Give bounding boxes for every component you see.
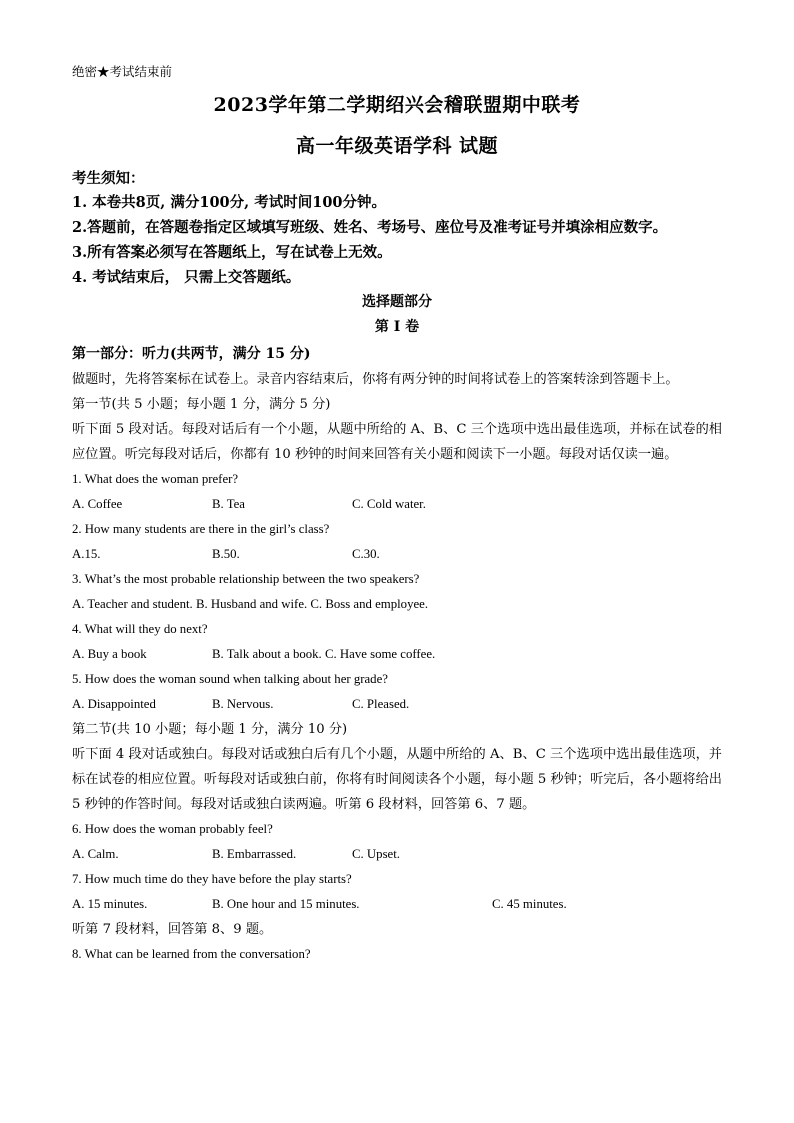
notice-item: 4. 考试结束后， 只需上交答题纸。 [72,269,301,286]
question-options [72,542,722,567]
option-a: A.15. [72,547,101,561]
question-stem: 7. How much time do they have before the play starts? [72,872,352,886]
notice-heading: 考生须知： [72,170,145,187]
question-options [72,892,722,917]
option-bc: B. Talk about a book. C. Have some coffee. [212,647,436,661]
section-name: 选择题部分 [362,294,432,310]
section1-heading: 第一节(共 5 小题；每小题 1 分，满分 5 分) [72,397,331,412]
volume-label: 第 I 卷 [374,319,420,335]
exam-page [72,62,722,967]
question-stem: 3. What’s the most probable relationship between the two speakers? [72,572,420,586]
question-stem: 5. How does the woman sound when talking about her grade? [72,672,388,686]
option-a: A. Coffee [72,497,123,511]
option-b: B.50. [212,547,240,561]
option-b: B. Nervous. [212,697,274,711]
option-a: A. Disappointed [72,697,156,711]
option-c: C. Upset. [352,847,400,861]
question-options: A. Teacher and student. B. Husband and wife. C. Boss and employee. [72,597,429,611]
question-options [72,692,722,717]
question-options [72,492,722,517]
part1-heading: 第一部分：听力(共两节，满分 15 分) [72,346,311,362]
section1-instruction: 听下面 5 段对话。每段对话后有一个小题，从题中所给的 A、B、C 三个选项中选出最佳选项，并标在试卷的相应位置。听完每段对话后，你都有 10 秒钟的时间来回答有关小题和阅读下一小题。每段对话仅读一遍。 [72,422,722,462]
part1-instruction: 做题时，先将答案标在试卷上。录音内容结束后，你将有两分钟的时间将试卷上的答案转涂到答题卡上。 [72,372,679,387]
option-c: C. Cold water. [352,497,426,511]
option-b: B. Embarrassed. [212,847,297,861]
option-c: C. 45 minutes. [492,897,567,911]
question-stem: 2. How many students are there in the girl’s class? [72,522,330,536]
option-a: A. Buy a book [72,647,147,661]
notice-item: 1. 本卷共8页, 满分100分, 考试时间100分钟。 [72,194,387,211]
question-stem: 4. What will they do next? [72,622,208,636]
question-options [72,842,722,867]
option-c: C. Pleased. [352,697,410,711]
confidential-label: 绝密★考试结束前 [72,64,173,79]
material-instruction: 听第 7 段材料，回答第 8、9 题。 [72,922,273,937]
option-a: A. 15 minutes. [72,897,148,911]
exam-title: 2023学年第二学期绍兴会稽联盟期中联考 [213,94,581,116]
section2-heading: 第二节(共 10 小题；每小题 1 分，满分 10 分) [72,722,348,737]
option-b: B. Tea [212,497,245,511]
question-stem: 6. How does the woman probably feel? [72,822,273,836]
question-options [72,642,722,667]
notice-item: 3.所有答案必须写在答题纸上，写在试卷上无效。 [72,244,392,261]
question-stem: 8. What can be learned from the conversation? [72,947,311,961]
section2-instruction: 听下面 4 段对话或独白。每段对话或独白后有几个小题，从题中所给的 A、B、C 三个选项中选出最佳选项，并标在试卷的相应位置。听每段对话或独白前，你将有时间阅读各个小题，每小题 5 秒钟；听完后，各小题将给出 5 秒钟的作答时间。每段对话或独白读两遍。听第 6 段材料，回答第 6、7 题。 [72,747,722,812]
option-c: C.30. [352,547,380,561]
exam-subtitle: 高一年级英语学科 试题 [295,135,499,157]
notice-item: 2.答题前，在答题卷指定区域填写班级、姓名、考场号、座位号及准考证号并填涂相应数字。 [72,219,668,236]
option-b: B. One hour and 15 minutes. [212,897,360,911]
option-a: A. Calm. [72,847,119,861]
question-stem: 1. What does the woman prefer? [72,472,239,486]
